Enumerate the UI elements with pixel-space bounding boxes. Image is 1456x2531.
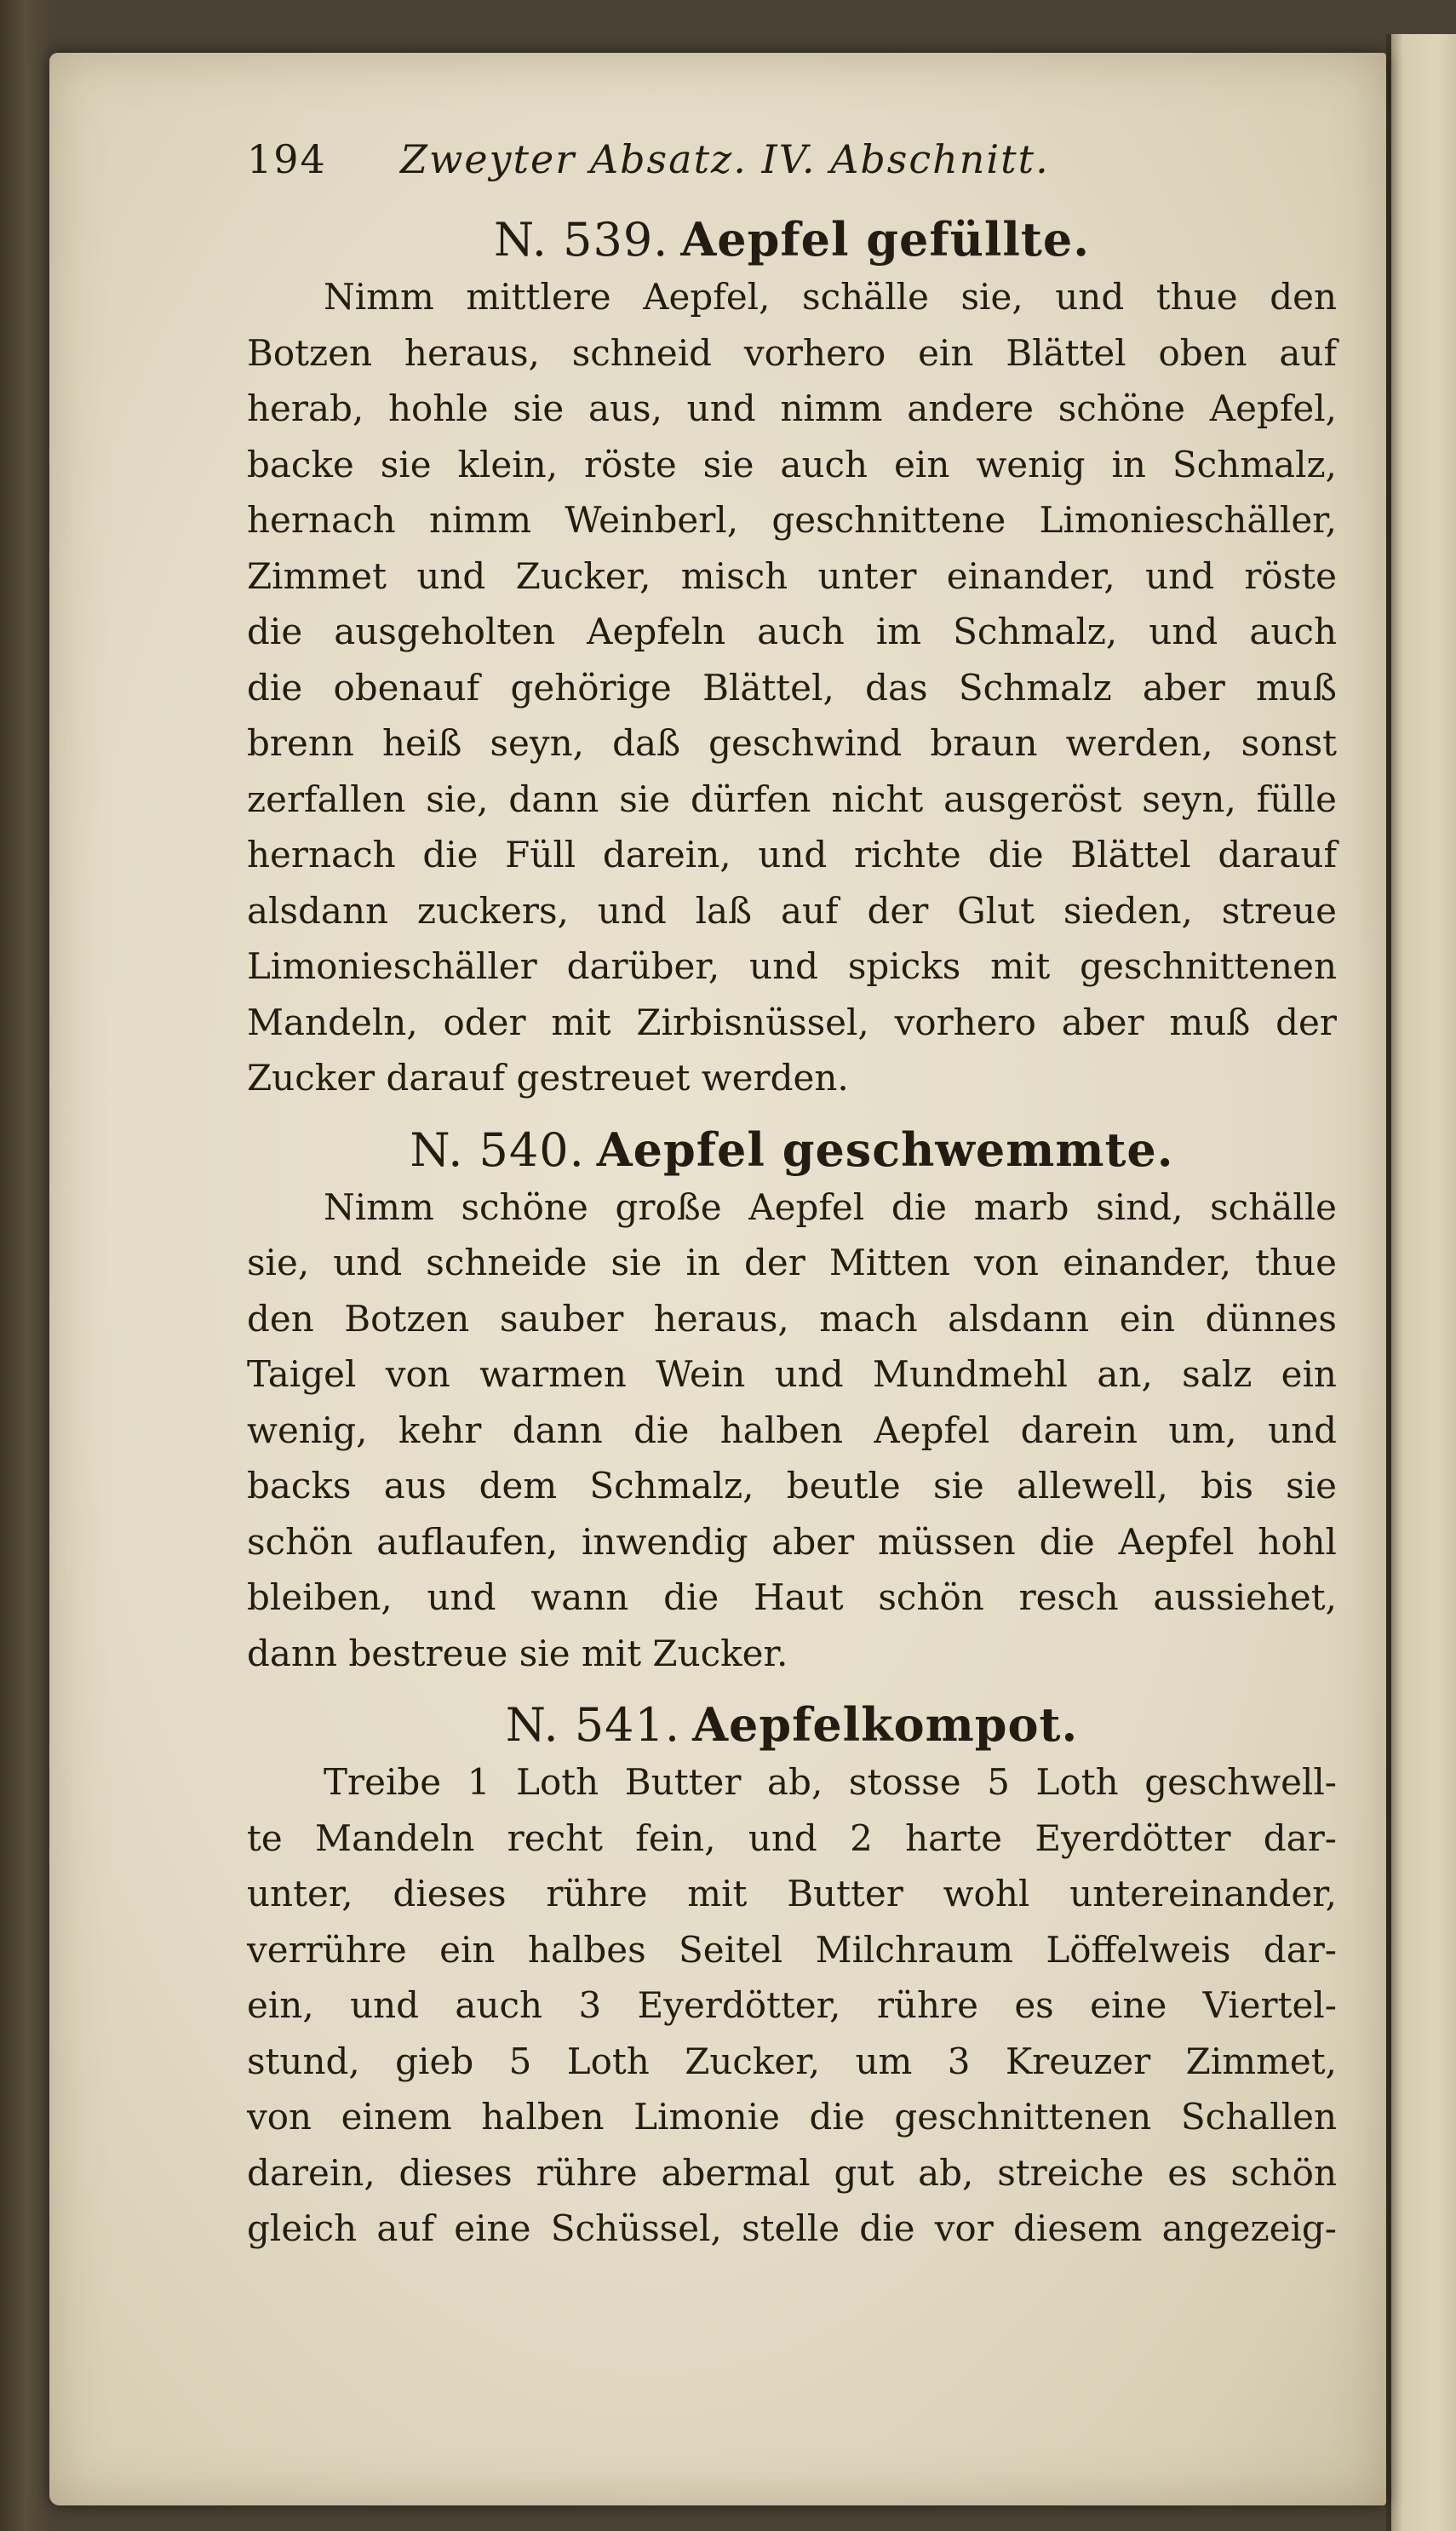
text-line: alsdann zuckers, und laß auf der Glut sieden, streue (247, 889, 1337, 932)
text-line: schön auflaufen, inwendig aber müssen die Aepfel hohl (247, 1520, 1337, 1563)
text-line: verrühre ein halbes Seitel Milchraum Löffelweis dar- (247, 1928, 1337, 1971)
text-line: backs aus dem Schmalz, beutle sie allewell, bis sie (247, 1465, 1337, 1507)
text-line: wenig, kehr dann die halben Aepfel darein um, und (247, 1409, 1337, 1451)
text-line: Limonieschäller darüber, und spicks mit geschnittenen (247, 945, 1337, 987)
recipe-heading (247, 1120, 1337, 1179)
text-line: darein, dieses rühre abermal gut ab, streiche es schön (247, 2151, 1337, 2194)
text-line: den Botzen sauber heraus, mach alsdann ein dünnes (247, 1297, 1337, 1340)
recipe-heading (247, 1695, 1337, 1754)
recipe-number: N. 541. (505, 1698, 681, 1752)
page-text (247, 136, 1337, 2257)
text-line: die ausgeholten Aepfeln auch im Schmalz, und auch (247, 611, 1337, 652)
text-line: hernach nimm Weinberl, geschnittene Limonieschäller, (247, 499, 1337, 541)
text-line: Botzen heraus, schneid vorhero ein Blättel oben auf (247, 331, 1337, 374)
text-line: zerfallen sie, dann sie dürfen nicht ausgeröst seyn, fülle (247, 778, 1337, 820)
text-line: Treibe 1 Loth Butter ab, stosse 5 Loth geschwell- (324, 1761, 1337, 1803)
text-line: Nimm mittlere Aepfel, schälle sie, und thue den (324, 276, 1337, 318)
text-line: Zucker darauf gestreuet werden. (247, 1057, 849, 1099)
text-line: hernach die Füll darein, und richte die Blättel darauf (247, 834, 1337, 875)
text-line: ein, und auch 3 Eyerdötter, rühre es eine Viertel- (247, 1984, 1337, 2026)
running-title: Zweyter Absatz. IV. Abschnitt. (400, 136, 1050, 182)
recipe-number: N. 540. (410, 1122, 585, 1177)
recipe-text (247, 1754, 1337, 2257)
text-line: Taigel von warmen Wein und Mundmehl an, salz ein (247, 1353, 1337, 1395)
text-line: backe sie klein, röste sie auch ein wenig in Schmalz, (247, 443, 1337, 485)
text-line: te Mandeln recht fein, und 2 harte Eyerdötter dar- (247, 1816, 1337, 1859)
text-line: stund, gieb 5 Loth Zucker, um 3 Kreuzer Zimmet, (247, 2040, 1337, 2082)
recipe-title: Aepfel geschwemmte. (596, 1122, 1174, 1177)
recipe-title: Aepfel gefüllte. (680, 212, 1091, 267)
text-line: gleich auf eine Schüssel, stelle die vor diesem angezeig- (247, 2207, 1337, 2249)
text-line: brenn heiß seyn, daß geschwind braun werden, sonst (247, 722, 1337, 764)
text-line: bleiben, und wann die Haut schön resch aussiehet, (247, 1576, 1337, 1618)
recipe-number: N. 539. (493, 213, 669, 267)
text-line: Nimm schöne große Aepfel die marb sind, schälle (324, 1185, 1337, 1228)
text-line: die obenauf gehörige Blättel, das Schmalz aber muß (247, 666, 1337, 709)
recipe-title: Aepfelkompot. (692, 1697, 1079, 1752)
facing-page-edge (1386, 34, 1456, 2531)
text-line: Zimmet und Zucker, misch unter einander, und röste (247, 554, 1337, 597)
running-header (247, 136, 1337, 196)
page-number: 194 (247, 136, 327, 182)
text-line: unter, dieses rühre mit Butter wohl untereinander, (247, 1873, 1337, 1914)
text-line: herab, hohle sie aus, und nimm andere schöne Aepfel, (247, 387, 1337, 429)
recipe-text (247, 1179, 1337, 1682)
text-line: sie, und schneide sie in der Mitten von einander, thue (247, 1242, 1337, 1283)
recipe-text (247, 269, 1337, 1106)
recipe-heading (247, 209, 1337, 269)
text-line: dann bestreue sie mit Zucker. (247, 1632, 788, 1674)
text-line: Mandeln, oder mit Zirbisnüssel, vorhero aber muß der (247, 1001, 1337, 1043)
text-line: von einem halben Limonie die geschnittenen Schallen (247, 2096, 1337, 2138)
